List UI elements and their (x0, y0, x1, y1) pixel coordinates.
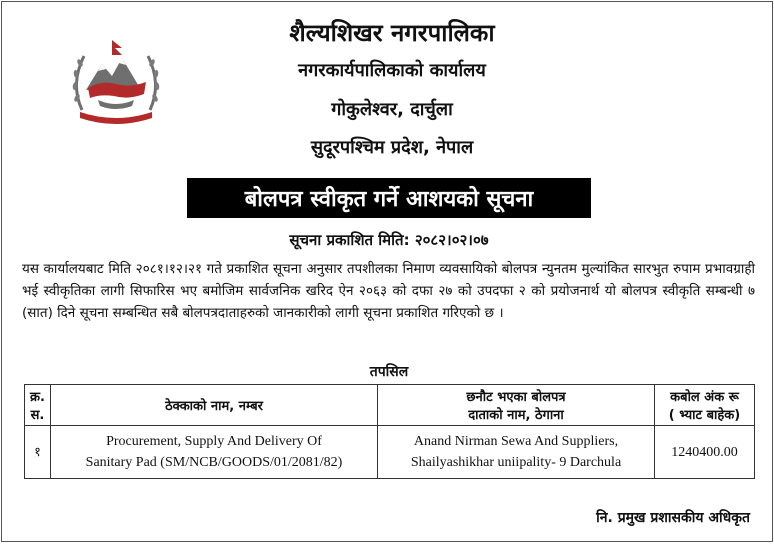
row-amount: 1240400.00 (655, 426, 755, 479)
row-serial: १ (25, 426, 51, 479)
header-contract: ठेक्काको नाम, नम्बर (51, 385, 378, 426)
notice-title: बोलपत्र स्वीकृत गर्ने आशयको सूचना (244, 187, 534, 212)
government-emblem-icon (68, 38, 164, 124)
row-contract: Procurement, Supply And Delivery Of Sanitary Pad (SM/NCB/GOODS/01/2081/82) (51, 426, 378, 479)
province-country: सुदूरपश्चिम प्रदेश, नेपाल (310, 137, 474, 158)
published-label: सूचना प्रकाशित मिति: (289, 231, 410, 249)
notice-title-banner (187, 178, 591, 218)
row-bidder: Anand Nirman Sewa And Suppliers, Shailyashikhar uniipality- 9 Darchula (378, 426, 655, 479)
signatory-title: नि. प्रमुख प्रशासकीय अधिकृत (596, 510, 750, 526)
header-serial: क्र. स. (25, 385, 51, 426)
office-location: गोकुलेश्वर, दार्चुला (331, 99, 453, 120)
notice-body: यस कार्यालयबाट मिति २०८१।१२।२१ गते प्रकाशित सूचना अनुसार तपशीलका निमाण व्यवसायिको बोलपत्र न्युनतम मुल्यांकित सारभुत रुपाम प्रभावग्राही भई स्वीकृतिका लागी सिफारिस भए बमोजिम सार्वजनिक खरिद ऐन २०६३ को दफा २७ को उपदफा २ को प्रयोजनार्थ यो बोलपत्र स्वीकृति सम्बन्धी ७ (सात) दिने सूचना सम्बन्धित सबै बोलपत्रदाताहरुको जानकारीको लागी सूचना प्रकाशित गरिएको छ । (22, 261, 755, 321)
table-row (25, 426, 755, 479)
details-heading: तपसिल (369, 364, 409, 380)
award-table (24, 384, 755, 479)
published-date: २०८२।०२।०७ (414, 231, 489, 249)
notice-page (1, 1, 773, 542)
table-header-row (25, 385, 755, 426)
header-bidder: छनौट भएका बोलपत्र दाताको नाम, ठेगाना (378, 385, 655, 426)
published-date-line (202, 230, 576, 250)
office-name: नगरकार्यपालिकाको कार्यालय (298, 60, 486, 81)
header-amount: कबोल अंक रू ( भ्याट बाहेक) (655, 385, 755, 426)
municipality-name: शैल्यशिखर नगरपालिका (289, 19, 495, 47)
